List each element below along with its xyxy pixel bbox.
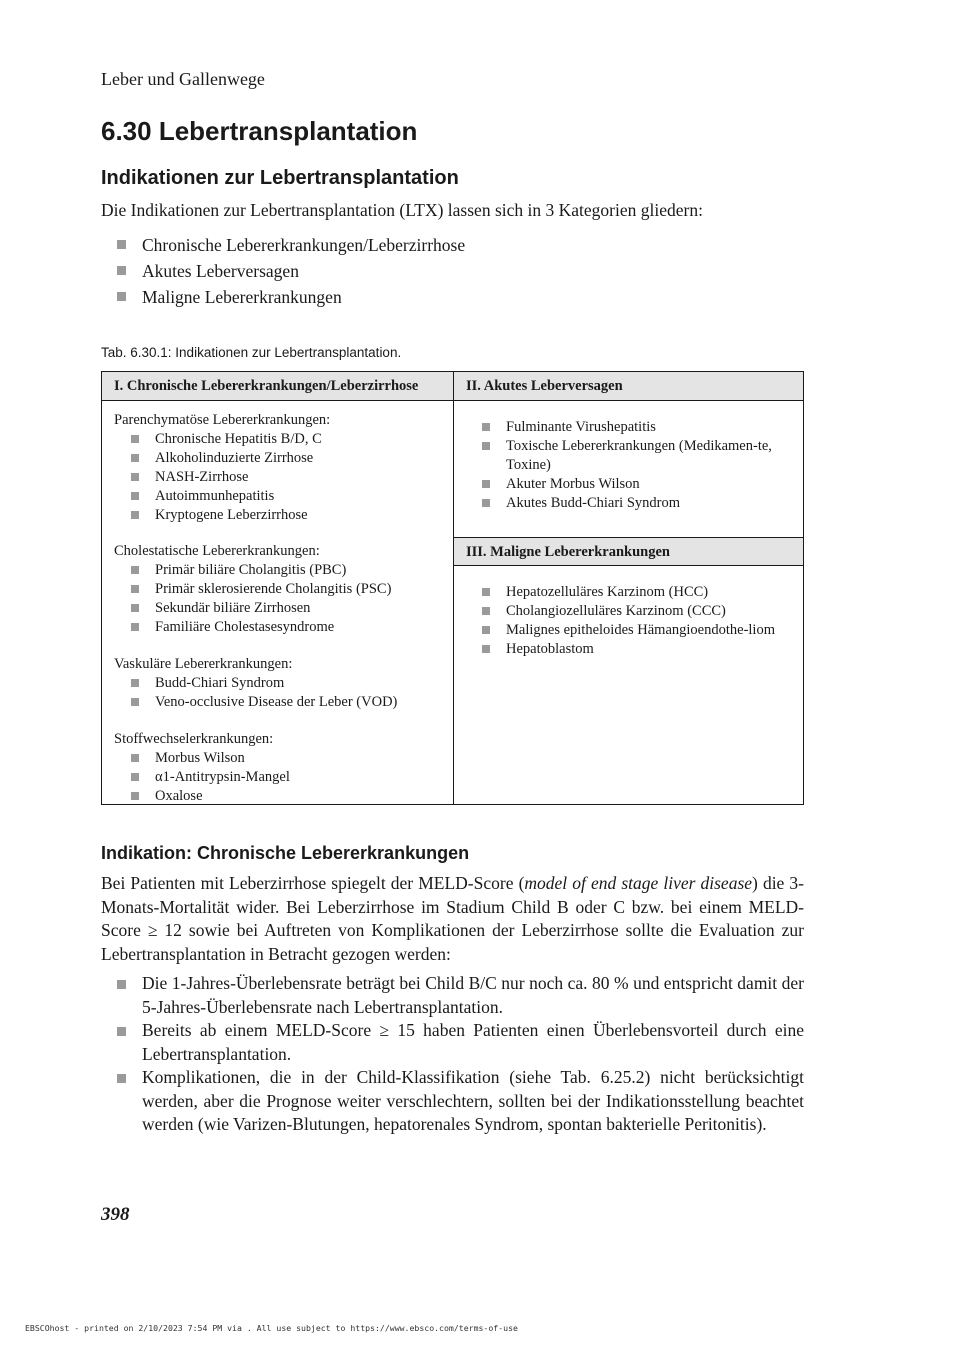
table-header-acute: II. Akutes Leberversagen bbox=[454, 372, 803, 401]
bullet-square-icon bbox=[482, 607, 490, 615]
list-item: Chronische Lebererkrankungen/Leberzirrhose bbox=[101, 232, 804, 258]
bullet-square-icon bbox=[482, 480, 490, 488]
bullet-square-icon bbox=[131, 604, 139, 612]
indications-list bbox=[101, 232, 804, 310]
indications-intro: Die Indikationen zur Lebertransplantation (LTX) lassen sich in 3 Kategorien gliedern: bbox=[101, 200, 703, 220]
bullet-square-icon bbox=[131, 679, 139, 687]
table-caption: Tab. 6.30.1: Indikationen zur Lebertransplantation. bbox=[101, 345, 402, 360]
list-item: Komplikationen, die in der Child-Klassifikation (siehe Tab. 6.25.2) nicht berücksichtigt werden, aber die Prognose weiter verschlechtern, sollten bei der Indikationsstellung beachtet werden (wie Varizen-Blutungen, hepatorenales Syndrom, spontan bakterielle Peritonitis). bbox=[101, 1066, 804, 1137]
malignant-cell bbox=[454, 583, 803, 659]
list-item: Veno-occlusive Disease der Leber (VOD) bbox=[114, 693, 397, 712]
bullet-square-icon bbox=[117, 240, 126, 249]
list-item: NASH-Zirrhose bbox=[114, 468, 330, 487]
bullet-square-icon bbox=[131, 454, 139, 462]
group-title: Parenchymatöse Lebererkrankungen: bbox=[114, 412, 331, 428]
list-item: Bereits ab einem MELD-Score ≥ 15 haben Patienten einen Überlebensvorteil durch eine Lebertransplantation. bbox=[101, 1019, 804, 1066]
table-group bbox=[114, 730, 290, 806]
table-header-chronic: I. Chronische Lebererkrankungen/Leberzirrhose bbox=[102, 372, 453, 401]
table-group bbox=[114, 542, 391, 637]
list-item: α1-Antitrypsin-Mangel bbox=[114, 768, 290, 787]
chronic-indication-list bbox=[101, 972, 804, 1137]
running-head: Leber und Gallenwege bbox=[101, 69, 265, 89]
print-footer: EBSCOhost - printed on 2/10/2023 7:54 PM via . All use subject to https://www.ebsco.com/terms-of-use bbox=[25, 1323, 518, 1333]
list-item: Autoimmunhepatitis bbox=[114, 487, 330, 506]
list-item: Malignes epitheloides Hämangioendothe-liom bbox=[454, 621, 803, 640]
list-item: Fulminante Virushepatitis bbox=[454, 418, 803, 437]
bullet-square-icon bbox=[482, 645, 490, 653]
bullet-square-icon bbox=[117, 292, 126, 301]
list-item: Primär sklerosierende Cholangitis (PSC) bbox=[114, 580, 391, 599]
list-item: Cholangiozelluläres Karzinom (CCC) bbox=[454, 602, 803, 621]
bullet-square-icon bbox=[482, 499, 490, 507]
list-item: Die 1-Jahres-Überlebensrate beträgt bei Child B/C nur noch ca. 80 % und entspricht damit der 5-Jahres-Überlebensrate nach Lebertransplantation. bbox=[101, 972, 804, 1019]
list-item: Morbus Wilson bbox=[114, 749, 290, 768]
group-title: Stoffwechselerkrankungen: bbox=[114, 731, 274, 747]
chronic-indication-heading: Indikation: Chronische Lebererkrankungen bbox=[101, 843, 470, 863]
list-item: Akuter Morbus Wilson bbox=[454, 475, 803, 494]
list-item: Alkoholinduzierte Zirrhose bbox=[114, 449, 330, 468]
bullet-square-icon bbox=[131, 585, 139, 593]
table-header-malignant: III. Maligne Lebererkrankungen bbox=[454, 537, 803, 566]
bullet-square-icon bbox=[117, 980, 126, 989]
chronic-indication-paragraph: Bei Patienten mit Leberzirrhose spiegelt der MELD-Score (model of end stage liver disease) die 3-Monats-Mortalität wider. Bei Leberzirrhose im Stadium Child B oder C bzw. bei einem MELD-Score ≥ 12 sowie bei Auftreten von Komplikationen der Leberzirrhose sollte die Evaluation zur Lebertransplantation in Betracht gezogen werden: bbox=[101, 873, 804, 964]
bullet-square-icon bbox=[131, 773, 139, 781]
bullet-square-icon bbox=[117, 1074, 126, 1083]
indications-table bbox=[101, 371, 804, 805]
list-item: Familiäre Cholestasesyndrome bbox=[114, 618, 391, 637]
bullet-square-icon bbox=[131, 473, 139, 481]
group-title: Cholestatische Lebererkrankungen: bbox=[114, 543, 320, 559]
group-title: Vaskuläre Lebererkrankungen: bbox=[114, 656, 293, 672]
bullet-square-icon bbox=[117, 266, 126, 275]
bullet-square-icon bbox=[117, 1027, 126, 1036]
list-item: Oxalose bbox=[114, 787, 290, 806]
bullet-square-icon bbox=[482, 626, 490, 634]
bullet-square-icon bbox=[482, 423, 490, 431]
list-item: Hepatozelluläres Karzinom (HCC) bbox=[454, 583, 803, 602]
list-item: Primär biliäre Cholangitis (PBC) bbox=[114, 561, 391, 580]
list-item: Akutes Budd-Chiari Syndrom bbox=[454, 494, 803, 513]
bullet-square-icon bbox=[482, 442, 490, 450]
list-item: Hepatoblastom bbox=[454, 640, 803, 659]
bullet-square-icon bbox=[131, 435, 139, 443]
section-title: 6.30 Lebertransplantation bbox=[101, 116, 418, 146]
acute-cell bbox=[454, 418, 803, 513]
indications-heading: Indikationen zur Lebertransplantation bbox=[101, 167, 459, 189]
page-number: 398 bbox=[101, 1204, 130, 1225]
bullet-square-icon bbox=[482, 588, 490, 596]
bullet-square-icon bbox=[131, 492, 139, 500]
list-item: Kryptogene Leberzirrhose bbox=[114, 506, 330, 525]
list-item: Sekundär biliäre Zirrhosen bbox=[114, 599, 391, 618]
list-item: Maligne Lebererkrankungen bbox=[101, 284, 804, 310]
list-item: Budd-Chiari Syndrom bbox=[114, 674, 397, 693]
bullet-square-icon bbox=[131, 792, 139, 800]
bullet-square-icon bbox=[131, 754, 139, 762]
list-item: Toxische Lebererkrankungen (Medikamen-te, Toxine) bbox=[454, 437, 803, 475]
table-group bbox=[114, 411, 330, 525]
bullet-square-icon bbox=[131, 698, 139, 706]
list-item: Chronische Hepatitis B/D, C bbox=[114, 430, 330, 449]
bullet-square-icon bbox=[131, 623, 139, 631]
bullet-square-icon bbox=[131, 511, 139, 519]
table-group bbox=[114, 655, 397, 712]
bullet-square-icon bbox=[131, 566, 139, 574]
list-item: Akutes Leberversagen bbox=[101, 258, 804, 284]
